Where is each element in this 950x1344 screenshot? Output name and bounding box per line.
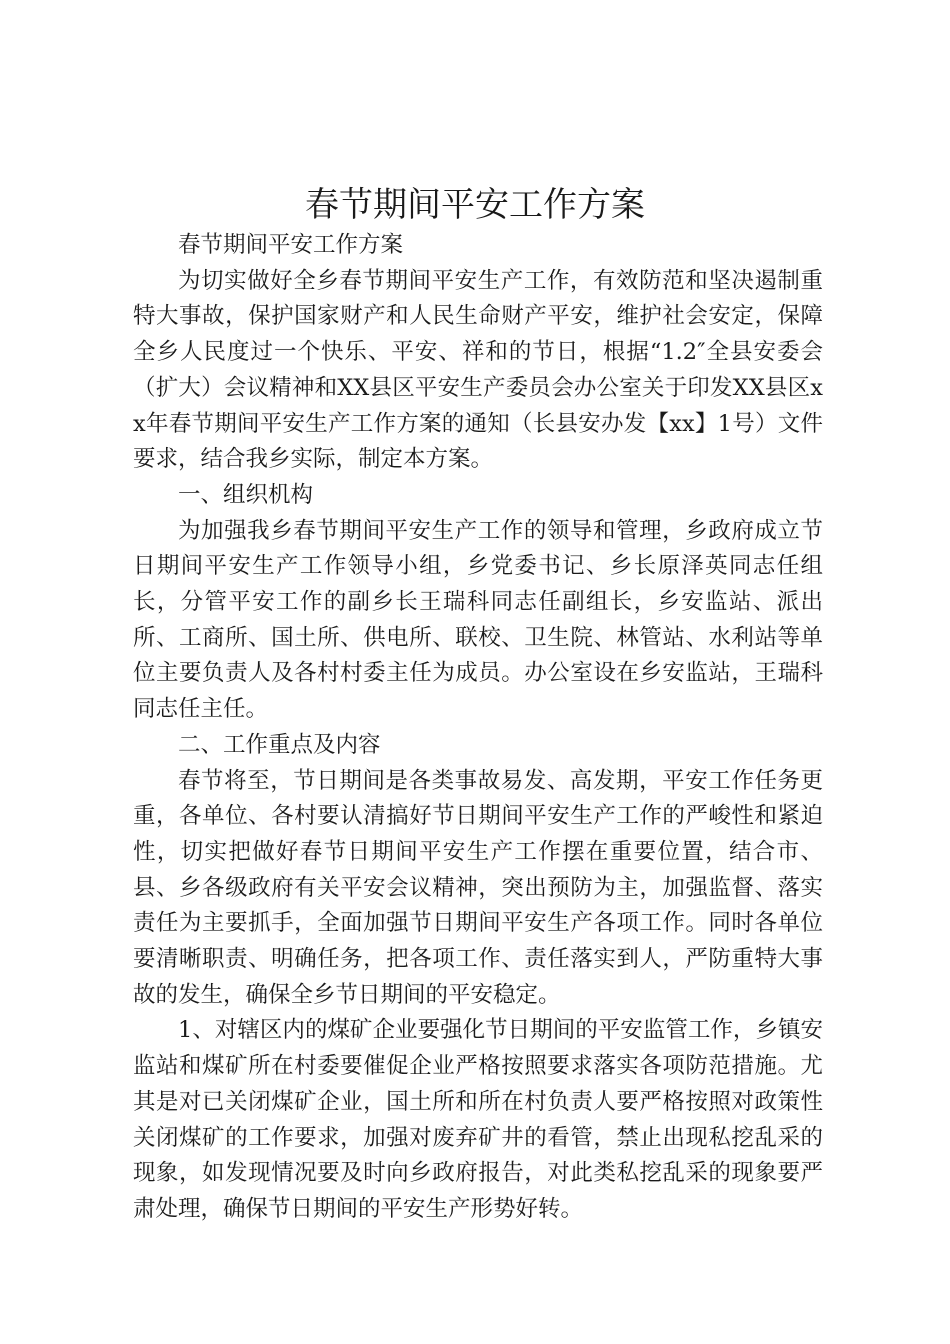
- paragraph-organization: 为加强我乡春节期间平安生产工作的领导和管理，乡政府成立节日期间平安生产工作领导小组，乡党委书记、乡长原泽英同志任组长，分管平安工作的副乡长王瑞科同志任副组长，乡安监站、派出所、工商所、国土所、供电所、联校、卫生院、林管站、水利站等单位主要负责人及各村村委主任为成员。办公室设在乡安监站，王瑞科同志任主任。: [133, 517, 823, 723]
- paragraph-item-1: 1、对辖区内的煤矿企业要强化节日期间的平安监管工作，乡镇安监站和煤矿所在村委要催促企业严格按照要求落实各项防范措施。尤其是对已关闭煤矿企业，国土所和所在村负责人要严格按照对政策性关闭煤矿的工作要求，加强对废弃矿井的看管，禁止出现私挖乱采的现象，如发现情况要及时向乡政府报告，对此类私挖乱采的现象要严肃处理，确保节日期间的平安生产形势好转。: [133, 1017, 823, 1222]
- document-body: [133, 228, 823, 1228]
- section-heading-organization: 一、组织机构: [178, 481, 314, 508]
- paragraph-subtitle: 春节期间平安工作方案: [178, 232, 404, 258]
- document-title: 春节期间平安工作方案: [305, 185, 645, 225]
- paragraph-intro: 为切实做好全乡春节期间平安生产工作，有效防范和坚决遏制重特大事故，保护国家财产和人民生命财产平安，维护社会安定，保障全乡人民度过一个快乐、平安、祥和的节日，根据“1.2″全县安委会（扩大）会议精神和XX县区平安生产委员会办公室关于印发XX县区xx年春节期间平安生产工作方案的通知（长县安办发【xx】1号）文件要求，结合我乡实际，制定本方案。: [133, 267, 823, 473]
- paragraph-work-focus: 春节将至，节日期间是各类事故易发、高发期，平安工作任务更重，各单位、各村要认清搞好节日期间平安生产工作的严峻性和紧迫性，切实把做好春节日期间平安生产工作摆在重要位置，结合市、县、乡各级政府有关平安会议精神，突出预防为主，加强监督、落实责任为主要抓手，全面加强节日期间平安生产各项工作。同时各单位要清晰职责、明确任务，把各项工作、责任落实到人，严防重特大事故的发生，确保全乡节日期间的平安稳定。: [133, 767, 823, 1008]
- section-heading-work-focus: 二、工作重点及内容: [178, 731, 381, 758]
